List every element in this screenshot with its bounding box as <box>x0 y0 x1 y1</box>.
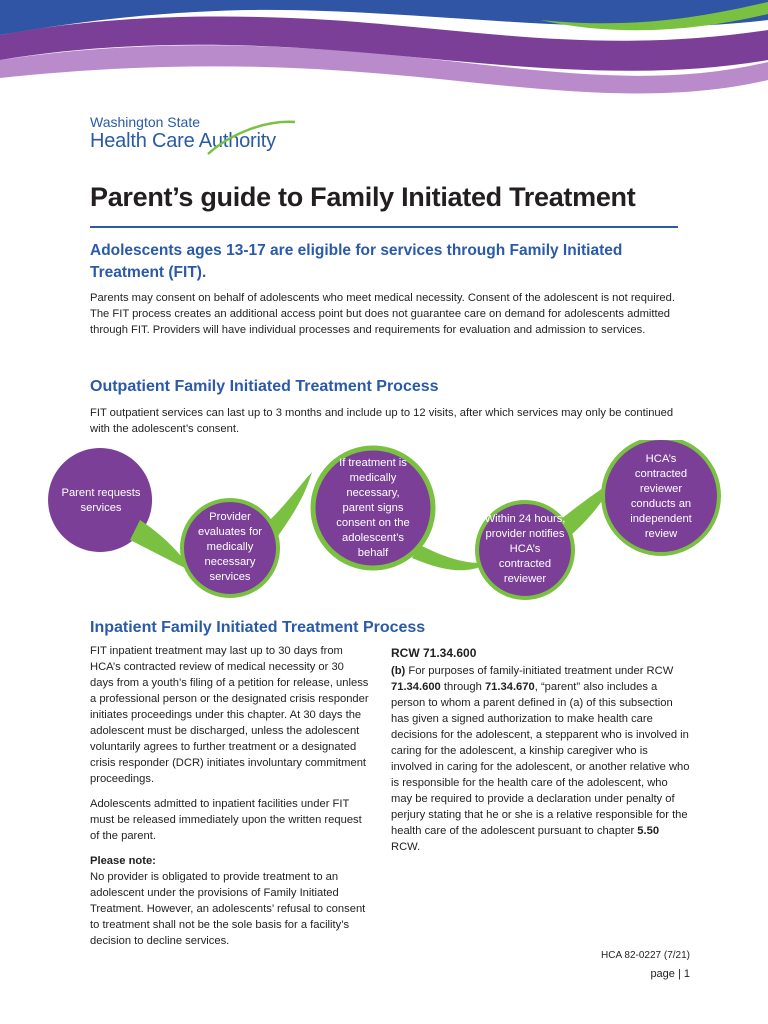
rcw-seg1: For purposes of family-initiated treatment under RCW <box>405 665 674 677</box>
intro-paragraph: Parents may consent on behalf of adolescents who meet medical necessity. Consent of the adolescent is not required. The FIT process creates an additional access point but does not guarantee care on demand for adolescents admitted through FIT. Providers will have individual processes and requirements for evaluation and admission to services. <box>90 292 675 336</box>
rcw-ref1: 71.34.600 <box>391 681 441 693</box>
inpatient-column <box>90 643 370 949</box>
header-waves <box>0 0 768 110</box>
step4-text: Within 24 hours, provider notifies HCA’s contracted reviewer <box>484 513 566 585</box>
inpatient-heading: Inpatient Family Initiated Treatment Process <box>90 619 426 636</box>
please-note-heading: Please note: <box>90 855 156 867</box>
form-code: HCA 82-0227 (7/21) <box>601 950 690 961</box>
step2-text: Provider evaluates for medically necessary services <box>197 511 263 583</box>
outpatient-flow-diagram <box>0 440 768 610</box>
rcw-seg2: through <box>440 681 485 693</box>
logo-line1: Washington State <box>90 114 200 130</box>
outpatient-paragraph: FIT outpatient services can last up to 3 months and include up to 12 visits, after which services may only be continued with the adolescent’s consent. <box>90 407 674 435</box>
step5-text: HCA’s contracted reviewer conducts an independent review <box>630 453 692 540</box>
hca-logo <box>90 114 310 164</box>
rcw-seg4: RCW. <box>391 841 421 853</box>
title-rule <box>90 226 678 228</box>
logo-line2: Health Care Authority <box>90 130 276 152</box>
outpatient-heading: Outpatient Family Initiated Treatment Process <box>90 378 439 395</box>
page-title: Parent’s guide to Family Initiated Treatment <box>90 182 636 212</box>
rcw-ref3: 5.50 <box>637 825 660 837</box>
please-note-text: No provider is obligated to provide treatment to an adolescent under the provisions of Family Initiated Treatment. However, an adolescents’ refusal to consent to treatment shall not be the sole basis for a facility’s decision to decline services. <box>90 871 366 947</box>
inpatient-paragraph-1: FIT inpatient treatment may last up to 30 days from HCA’s contracted review of medical necessity or 30 days from a youth’s filing of a petition for release, unless a professional person or the designated crisis responder initiates proceedings under this chapter. At 30 days the adolescent must be discharged, unless the adolescent voluntarily agrees to further treatment or a designated crisis responder (DCR) initiates involuntary commitment proceedings. <box>90 645 369 785</box>
rcw-column <box>391 645 691 855</box>
rcw-label-b: (b) <box>391 665 406 677</box>
step1-text: Parent requests services <box>61 487 141 514</box>
rcw-body <box>391 663 691 855</box>
rcw-title: RCW 71.34.600 <box>391 646 477 660</box>
logo-swoosh-icon <box>90 114 310 164</box>
eligibility-subheading: Adolescents ages 13-17 are eligible for services through Family Initiated Treatment (FIT). <box>90 242 623 281</box>
rcw-ref2: 71.34.670 <box>484 681 535 693</box>
rcw-seg3: , “parent” also includes a person to whom a parent defined in (a) of this subsection has given a signed authorization to make health care decisions for the adolescent, a stepparent who is involved in caring for the adolescent, a kinship caregiver who is involved in caring for the adolescent, or another relative who is responsible for the health care of the adolescent, who may be required to provide a declaration under penalty of perjury stating that he or she is a relative responsible for the health care of the adolescent pursuant to chapter <box>391 681 690 837</box>
inpatient-paragraph-2: Adolescents admitted to inpatient facilities under FIT must be released immediately upon the written request of the parent. <box>90 798 362 842</box>
step3-text: If treatment is medically necessary, parent signs consent on the adolescent’s behalf <box>336 457 410 559</box>
page-number: page | 1 <box>650 968 690 980</box>
